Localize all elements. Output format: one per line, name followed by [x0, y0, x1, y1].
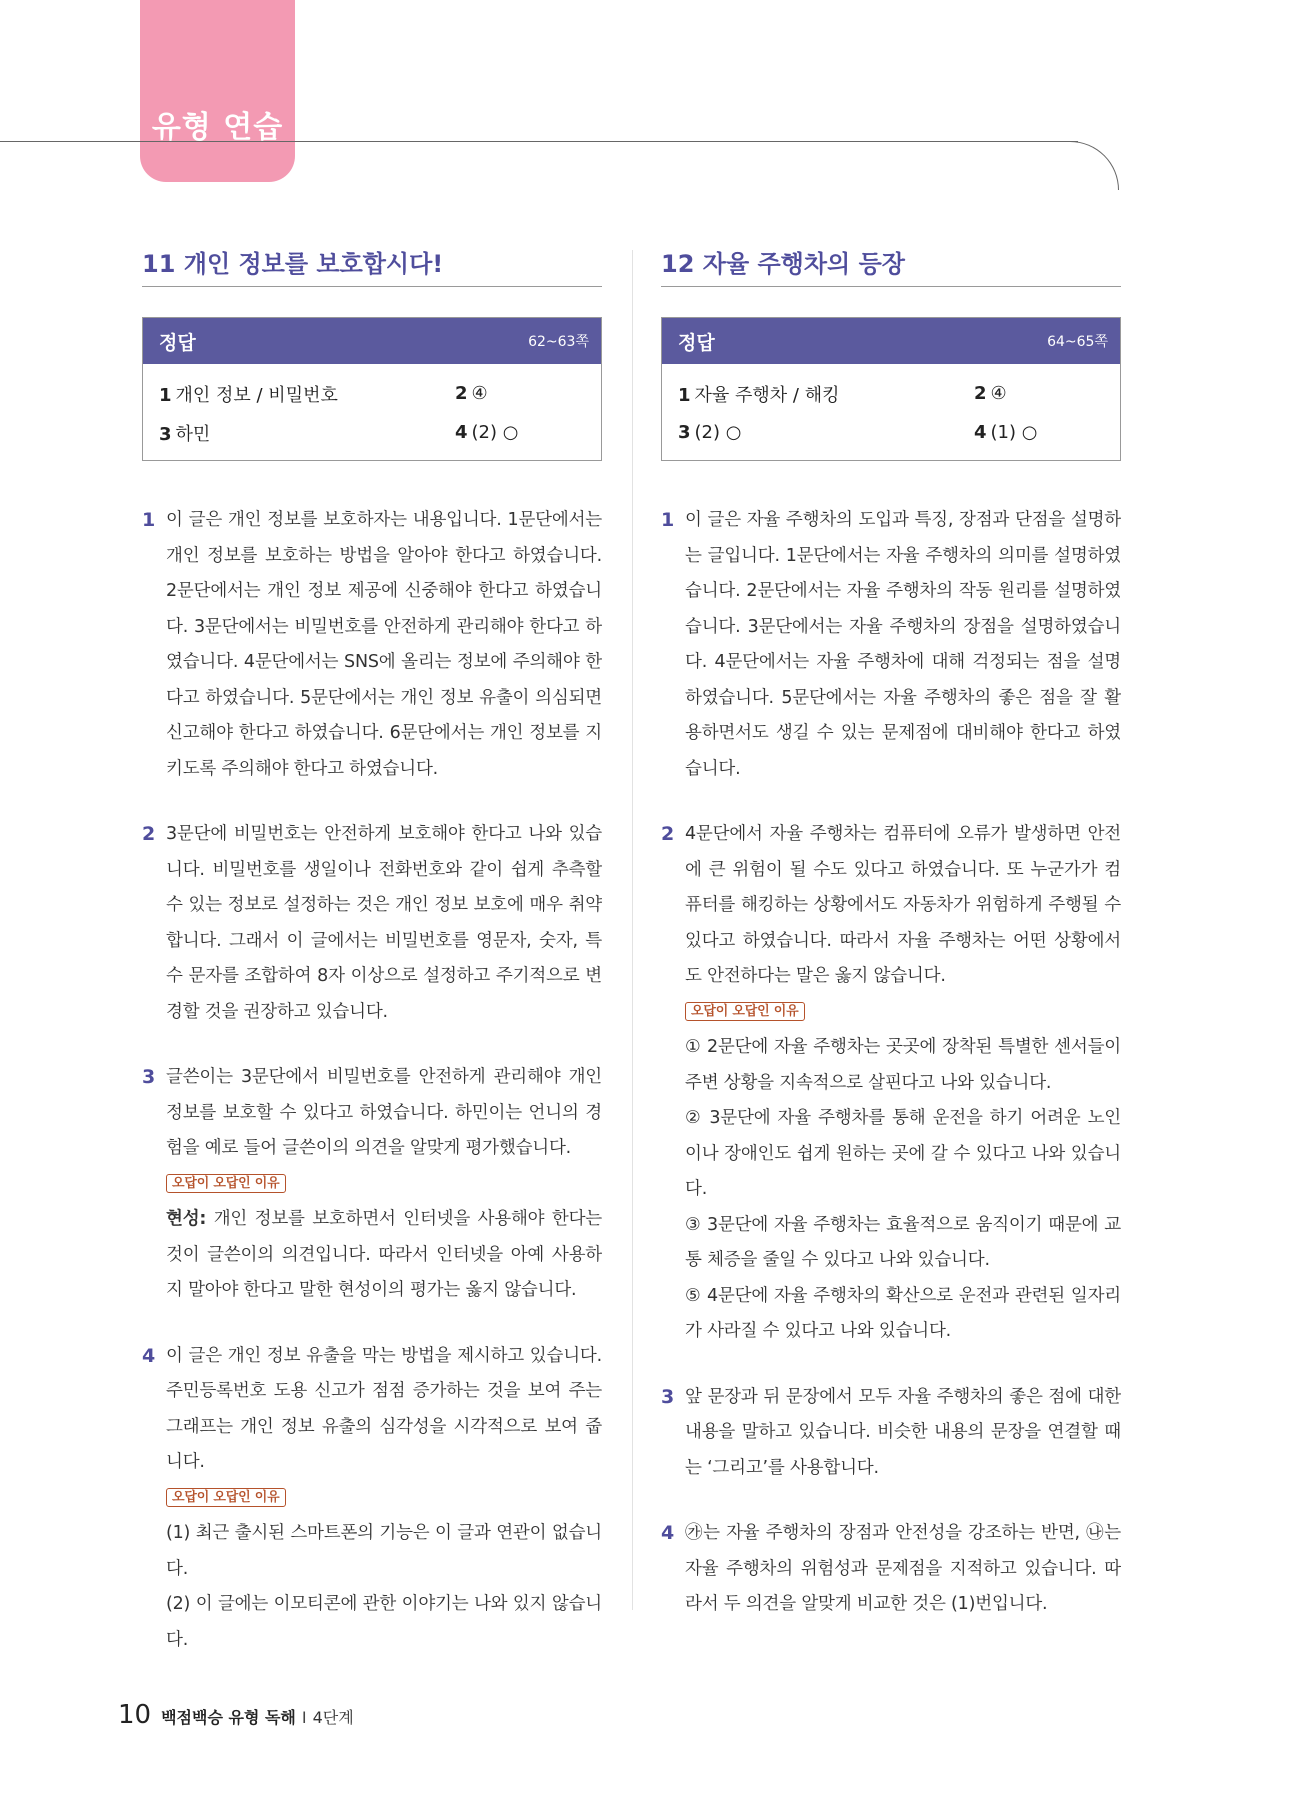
item-number: 3 — [142, 1066, 156, 1088]
item-number: 1 — [142, 509, 156, 531]
answer-header — [143, 318, 601, 364]
explanation-item — [661, 503, 1121, 787]
item-text: 이 글은 자율 주행차의 도입과 특징, 장점과 단점을 설명하는 글입니다. 1문단에서는 자율 주행차의 의미를 설명하였습니다. 2문단에서는 자율 주행차의 작동 원리를 설명하였습니다. 3문단에서는 자율 주행차의 장점을 설명하였습니다. 4문단에서는 자율 주행차에 대해 걱정되는 점을 설명하였습니다. 5문단에서는 자율 주행차의 좋은 점을 잘 활용하면서도 생길 수 있는 문제점에 대비해야 한다고 하였습니다. — [685, 510, 1121, 779]
answer-row — [159, 413, 585, 452]
answer-number: 3 — [678, 422, 691, 443]
item-text: ㉮는 자율 주행차의 장점과 안전성을 강조하는 반면, ㉯는 자율 주행차의 위험성과 문제점을 지적하고 있습니다. 따라서 두 의견을 알맞게 비교한 것은 (1)번입니다. — [685, 1523, 1121, 1614]
page-number: 10 — [118, 1700, 152, 1730]
item-text: 3문단에 비밀번호는 안전하게 보호해야 한다고 나와 있습니다. 비밀번호를 생일이나 전화번호와 같이 쉽게 추측할 수 있는 정보로 설정하는 것은 개인 정보 보호에 매우 취약합니다. 그래서 이 글에서는 비밀번호를 영문자, 숫자, 특수 문자를 조합하여 8자 이상으로 설정하고 주기적으로 변경할 것을 권장하고 있습니다. — [166, 824, 602, 1022]
explanation-item — [142, 1060, 602, 1309]
answer-number: 1 — [678, 384, 691, 406]
header-rule — [0, 141, 1078, 142]
item-text: 앞 문장과 뒤 문장에서 모두 자율 주행차의 좋은 점에 대한 내용을 말하고 있습니다. 비슷한 내용의 문장을 연결할 때는 ‘그리고’를 사용합니다. — [685, 1386, 1121, 1478]
right-column — [661, 246, 1121, 1653]
item-number: 4 — [661, 1522, 675, 1544]
wrong-answer-badge: 오답이 오답인 이유 — [685, 1002, 805, 1021]
item-number: 3 — [661, 1385, 675, 1408]
explanation-item — [661, 1516, 1121, 1623]
answer-number: 1 — [159, 384, 172, 406]
item-text: ① 2문단에 자율 주행차는 곳곳에 장착된 특별한 센서들이 주변 상황을 지속적으로 살핀다고 나와 있습니다. — [685, 1037, 1121, 1093]
answer-row — [678, 374, 1104, 413]
answer-value: ④ — [471, 383, 488, 404]
answer-number: 3 — [159, 423, 172, 445]
answer-number: 2 — [455, 383, 468, 404]
item-text: ⑤ 4문단에 자율 주행차의 확산으로 운전과 관련된 일자리가 사라질 수 있다고 나와 있습니다. — [685, 1285, 1121, 1341]
item-number: 1 — [661, 509, 675, 531]
answer-value: 자율 주행차 / 해킹 — [694, 384, 840, 406]
answer-number: 2 — [974, 383, 987, 404]
answer-label: 정답 — [678, 331, 715, 354]
wrong-answer-badge: 오답이 오답인 이유 — [166, 1174, 286, 1193]
item-text: (2) 이 글에는 이모티콘에 관한 이야기는 나와 있지 않습니다. — [166, 1594, 602, 1650]
explanation-item — [142, 1339, 602, 1659]
answer-value: (2) ○ — [471, 422, 519, 443]
column-divider — [632, 250, 633, 1610]
answer-value: ④ — [990, 383, 1007, 404]
item-text: ③ 3문단에 자율 주행차는 효율적으로 움직이기 때문에 교통 체증을 줄일 수 있다고 나와 있습니다. — [685, 1214, 1121, 1270]
answer-box — [142, 317, 602, 461]
book-level: 4단계 — [312, 1708, 354, 1727]
student-name: 현성: — [166, 1209, 207, 1229]
answer-box — [661, 317, 1121, 461]
left-column — [142, 246, 602, 1688]
answer-row — [159, 374, 585, 413]
item-text: (1) 최근 출시된 스마트폰의 기능은 이 글과 연관이 없습니다. — [166, 1523, 602, 1579]
explanation-item — [142, 817, 602, 1030]
book-title: 백점백승 유형 독해 — [161, 1708, 296, 1727]
answer-body — [662, 364, 1120, 460]
answer-pages: 62~63쪽 — [528, 334, 589, 350]
footer-separator: I — [301, 1708, 307, 1727]
answer-value: (2) ○ — [694, 422, 742, 443]
answer-row — [678, 413, 1104, 452]
explanation-list — [661, 503, 1121, 1623]
item-text: 글쓴이는 3문단에서 비밀번호를 안전하게 관리해야 개인 정보를 보호할 수 있다고 하였습니다. 하민이는 언니의 경험을 예로 들어 글쓴이의 의견을 알맞게 평가했습니다. — [166, 1067, 602, 1158]
item-text: 이 글은 개인 정보 유출을 막는 방법을 제시하고 있습니다. 주민등록번호 도용 신고가 점점 증가하는 것을 보여 주는 그래프는 개인 정보 유출의 심각성을 시각적으로 보여 줍니다. — [166, 1345, 602, 1472]
answer-pages: 64~65쪽 — [1047, 334, 1108, 350]
item-text: 4문단에서 자율 주행차는 컴퓨터에 오류가 발생하면 안전에 큰 위험이 될 수도 있다고 하였습니다. 또 누군가가 컴퓨터를 해킹하는 상황에서도 자동차가 위험하게 주행될 수 있다고 하였습니다. 따라서 자율 주행차는 어떤 상황에서도 안전하다는 말은 옳지 않습니다. — [685, 824, 1121, 986]
page-footer — [118, 1700, 354, 1730]
section-tab-title: 유형 연습 — [151, 110, 284, 145]
answer-body — [143, 364, 601, 460]
answer-number: 4 — [974, 422, 987, 443]
item-text: 개인 정보를 보호하면서 인터넷을 사용해야 한다는 것이 글쓴이의 의견입니다. 따라서 인터넷을 아예 사용하지 말아야 한다고 말한 현성이의 평가는 옳지 않습니다. — [166, 1209, 602, 1300]
item-number: 2 — [142, 823, 156, 845]
answer-label: 정답 — [159, 331, 196, 354]
explanation-item — [661, 817, 1121, 1350]
header-rule-curve — [1060, 141, 1119, 190]
item-number: 4 — [142, 1344, 156, 1367]
answer-value: 하민 — [175, 423, 211, 445]
explanation-item — [661, 1380, 1121, 1487]
item-number: 2 — [661, 823, 675, 845]
explanation-item — [142, 503, 602, 787]
answer-value: 개인 정보 / 비밀번호 — [175, 384, 338, 406]
wrong-answer-badge: 오답이 오답인 이유 — [166, 1488, 286, 1507]
item-text: ② 3문단에 자율 주행차를 통해 운전을 하기 어려운 노인이나 장애인도 쉽게 원하는 곳에 갈 수 있다고 나와 있습니다. — [685, 1108, 1121, 1199]
explanation-list — [142, 503, 602, 1658]
item-text: 이 글은 개인 정보를 보호하자는 내용입니다. 1문단에서는 개인 정보를 보호하는 방법을 알아야 한다고 하였습니다. 2문단에서는 개인 정보 제공에 신중해야 한다고 하였습니다. 3문단에서는 비밀번호를 안전하게 관리해야 한다고 하였습니다. 4문단에서는 SNS에 올리는 정보에 주의해야 한다고 하였습니다. 5문단에서는 개인 정보 유출이 의심되면 신고해야 한다고 하였습니다. 6문단에서는 개인 정보를 지키도록 주의해야 한다고 하였습니다. — [166, 510, 602, 779]
section-tab — [140, 0, 295, 182]
answer-header — [662, 318, 1120, 364]
answer-value: (1) ○ — [990, 422, 1038, 443]
answer-number: 4 — [455, 422, 468, 443]
section-title: 12 자율 주행차의 등장 — [661, 246, 1121, 287]
section-title: 11 개인 정보를 보호합시다! — [142, 246, 602, 287]
